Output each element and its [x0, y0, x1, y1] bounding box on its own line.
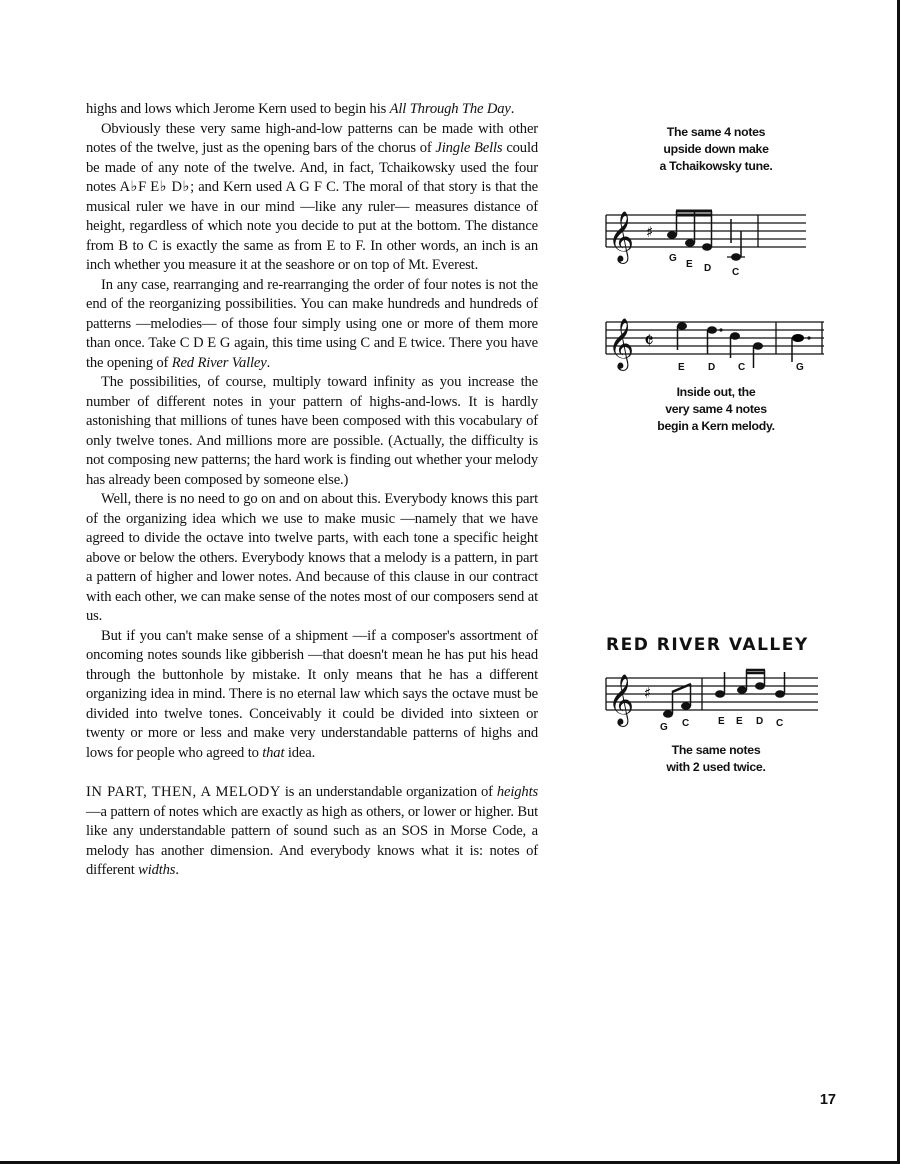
- note-label: E: [718, 716, 725, 727]
- note-head: [755, 682, 765, 690]
- note-label: E: [678, 362, 685, 373]
- emphasis: heights: [496, 784, 538, 800]
- note-head: [681, 702, 691, 710]
- text: In any case, rearranging and re-rearranging the order of four notes is not the end of the reorganizing possibilities. You can make hundreds and hundreds of patterns —melodies— of those four simply using one or more of them more than once. Take C D E G again, this time using C and E twice. There you have the opening of: [86, 276, 538, 371]
- figure-red-river-valley: [596, 628, 836, 776]
- emphasis: that: [262, 744, 285, 761]
- note-head: [685, 239, 695, 247]
- note-label: E: [686, 259, 693, 270]
- main-text-column: [86, 100, 538, 881]
- note-label: C: [738, 362, 746, 373]
- text: But if you can't make sense of a shipment —if a composer's assortment of oncoming notes sounds like gibberish —that doesn't mean he has put his head through the buttonhole by mistake. It only means that he has a different organizing idea in mind. There is no eternal law which says the octave must be divided into twelve tones. Conceivably it could be divided into sixteen or twenty or more or less and make very understandable patterns of highs and lows for people who agreed to: [86, 627, 538, 761]
- note-label: C: [682, 718, 690, 729]
- paragraph-4: The possibilities, of course, multiply toward infinity as you increase the number of different notes in your pattern of highs-and-lows. It is hardly astonishing that millions of tunes have been composed with this vocabulary of only twelve tones. And millions more are possible. (Actually, the difficulty is not composing new patterns; the hard work is finding out whether your melody has already been composed by someone else.): [86, 374, 538, 488]
- song-title: All Through The Day: [389, 101, 511, 117]
- note-head: [667, 231, 677, 239]
- figure-caption: The same notes with 2 used twice.: [666, 743, 766, 774]
- paragraph-1: [86, 100, 538, 120]
- note-head: [730, 332, 740, 340]
- note-label: G: [660, 722, 668, 733]
- figure-kern: [596, 306, 836, 435]
- text: idea.: [284, 744, 316, 761]
- paragraph-5: Well, there is no need to go on and on about this. Everybody knows this part of the organizing idea which we use to make music —namely that we have agreed to divide the octave into twelve parts, with each tone a specific height above or below the others. Everybody knows that a melody is a pattern, in part a pattern of higher and lower notes. And because of this clause in our contract with each other, we can make sense of the notes most of our composers send at us.: [86, 491, 538, 624]
- text: .: [510, 101, 515, 117]
- text: .: [266, 354, 271, 371]
- text: Obviously these very same high-and-low patterns can be made with other notes of the twelve, just as the opening bars of the chorus of: [86, 120, 538, 156]
- emphasis: widths: [138, 862, 176, 878]
- note-label: C: [732, 267, 740, 278]
- note-head: [715, 690, 725, 698]
- figure-caption: The same 4 notes upside down make a Tchaikowsky tune.: [659, 125, 773, 173]
- note-label: D: [708, 362, 716, 373]
- sharp-icon: ♯: [646, 223, 654, 241]
- treble-clef-icon: 𝄞: [608, 674, 635, 725]
- text: .: [175, 862, 179, 878]
- note-label: G: [669, 253, 677, 264]
- note-label: G: [796, 362, 804, 373]
- paragraph-7: [86, 783, 538, 881]
- note-head: [753, 342, 763, 350]
- section-lead-in: IN PART, THEN, A MELODY: [86, 784, 281, 800]
- sharp-icon: ♯: [644, 684, 652, 702]
- note-head: [663, 710, 673, 718]
- note-head: [775, 690, 785, 698]
- figure-title: RED RIVER VALLEY: [606, 635, 809, 655]
- music-staff: [596, 628, 836, 738]
- note-label: D: [704, 263, 712, 274]
- note-head: [677, 322, 687, 330]
- treble-clef-icon: 𝄞: [608, 318, 635, 369]
- figure-caption: Inside out, the very same 4 notes begin a Kern melody.: [657, 385, 775, 433]
- note-group: [667, 211, 745, 261]
- note-label: E: [736, 716, 743, 727]
- note-label: C: [776, 718, 784, 729]
- music-staff: [596, 306, 836, 376]
- treble-clef-icon: 𝄞: [608, 211, 635, 262]
- note-label: D: [756, 716, 764, 727]
- text: is an understandable organization of: [280, 784, 497, 800]
- song-title: Red River Valley: [171, 354, 267, 371]
- paragraph-6: [86, 627, 538, 764]
- text: —a pattern of notes which are exactly as high as others, or lower or higher. But like any understandable pattern of sound such as an SOS in Morse Code, a melody has another dimension. And everybody knows what it is: notes of different: [86, 803, 538, 878]
- note-head: [707, 326, 717, 334]
- paragraph-3: [86, 276, 538, 374]
- paragraph-2: [86, 120, 538, 276]
- text: highs and lows which Jerome Kern used to begin his: [86, 101, 390, 117]
- figure-tchaikowsky: [596, 124, 836, 281]
- note-head: [737, 686, 747, 694]
- text: could be made of any note of the twelve. And, in fact, Tchaikowsky used the four notes A♭F E♭ D♭; and Kern used A G F C. The moral of that story is that the musical ruler we have in our mind —like any ruler— measures distance of height, regardless of which note you decide to put at the bottom. The distance from B to C is exactly the same as from E to F. In other words, an inch is an inch whether you measure it at the seashore or on top of Mt. Everest.: [86, 140, 538, 273]
- note-head: [792, 334, 804, 342]
- note-head: [702, 243, 712, 251]
- page-number: 17: [819, 1092, 836, 1108]
- music-staff: [596, 191, 836, 281]
- cut-time-icon: 𝄵: [644, 329, 654, 354]
- song-title: Jingle Bells: [435, 140, 503, 156]
